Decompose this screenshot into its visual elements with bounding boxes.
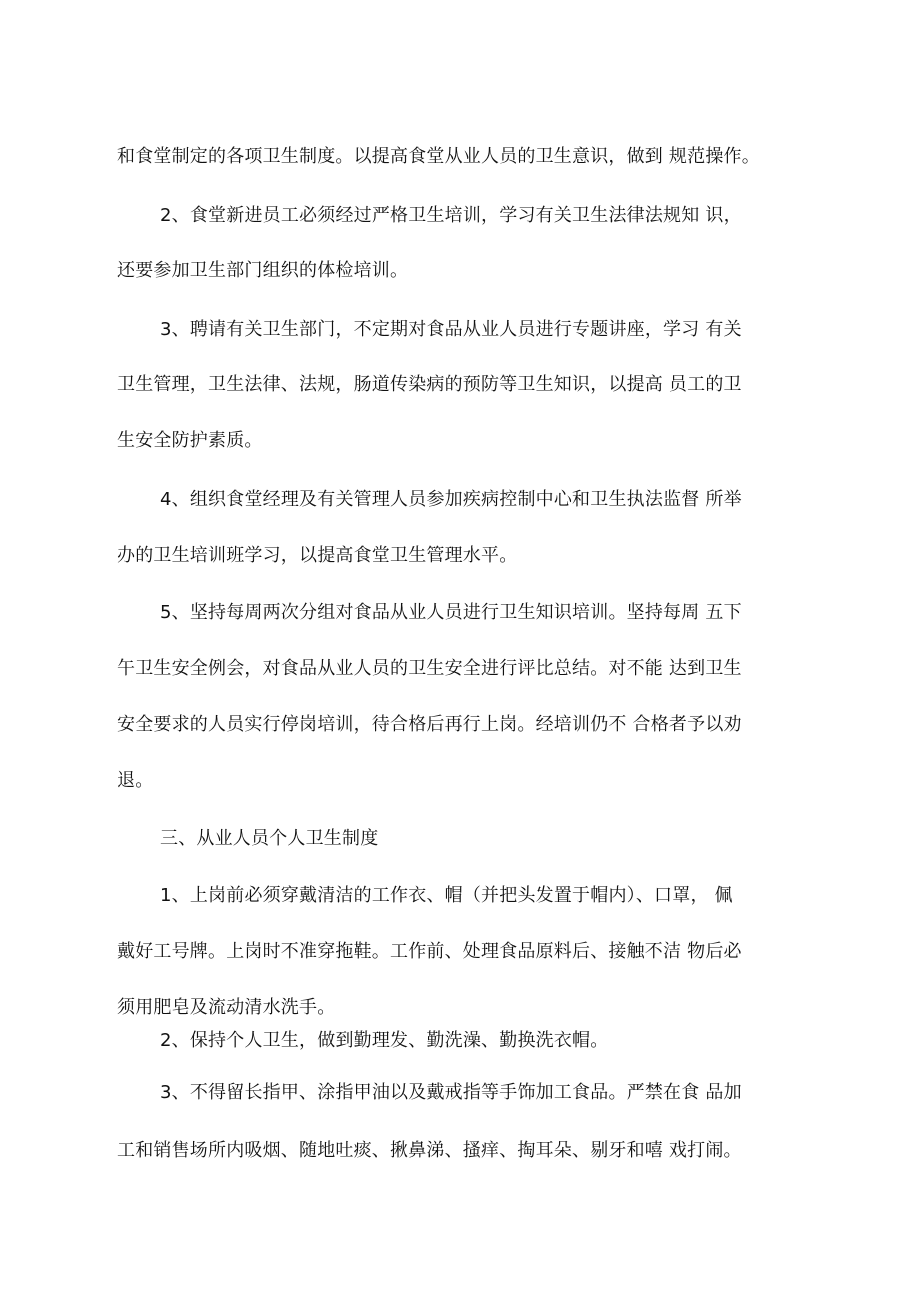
text-line: 午卫生安全例会，对食品从业人员的卫生安全进行评比总结。对不能 达到卫生 — [117, 658, 742, 679]
text-line: 还要参加卫生部门组织的体检培训。 — [117, 260, 409, 281]
text-line: 工和销售场所内吸烟、随地吐痰、揪鼻涕、搔痒、掏耳朵、剔牙和嘻 戏打闹。 — [117, 1140, 742, 1161]
text-line: 生安全防护素质。 — [117, 430, 263, 451]
text-line: 1、上岗前必须穿戴清洁的工作衣、帽（并把头发置于帽内）、口罩， 佩 — [160, 885, 733, 906]
text-line: 3、不得留长指甲、涂指甲油以及戴戒指等手饰加工食品。严禁在食 品加 — [160, 1082, 742, 1103]
text-line: 安全要求的人员实行停岗培训，待合格后再行上岗。经培训仍不 合格者予以劝 — [117, 714, 742, 735]
text-line: 和食堂制定的各项卫生制度。以提高食堂从业人员的卫生意识，做到 规范操作。 — [117, 146, 760, 167]
section-heading: 三、从业人员个人卫生制度 — [160, 828, 379, 849]
text-line: 4、组织食堂经理及有关管理人员参加疾病控制中心和卫生执法监督 所举 — [160, 489, 742, 510]
text-line: 5、坚持每周两次分组对食品从业人员进行卫生知识培训。坚持每周 五下 — [160, 602, 742, 623]
text-line: 3、聘请有关卫生部门，不定期对食品从业人员进行专题讲座，学习 有关 — [160, 319, 742, 340]
text-line: 2、食堂新进员工必须经过严格卫生培训，学习有关卫生法律法规知 识， — [160, 205, 742, 226]
text-line: 2、保持个人卫生，做到勤理发、勤洗澡、勤换洗衣帽。 — [160, 1030, 609, 1051]
text-line: 退。 — [117, 770, 154, 791]
text-line: 戴好工号牌。上岗时不准穿拖鞋。工作前、处理食品原料后、接触不洁 物后必 — [117, 941, 742, 962]
text-line: 卫生管理，卫生法律、法规，肠道传染病的预防等卫生知识，以提高 员工的卫 — [117, 374, 742, 395]
text-line: 须用肥皂及流动清水洗手。 — [117, 997, 336, 1018]
text-line: 办的卫生培训班学习，以提高食堂卫生管理水平。 — [117, 545, 518, 566]
